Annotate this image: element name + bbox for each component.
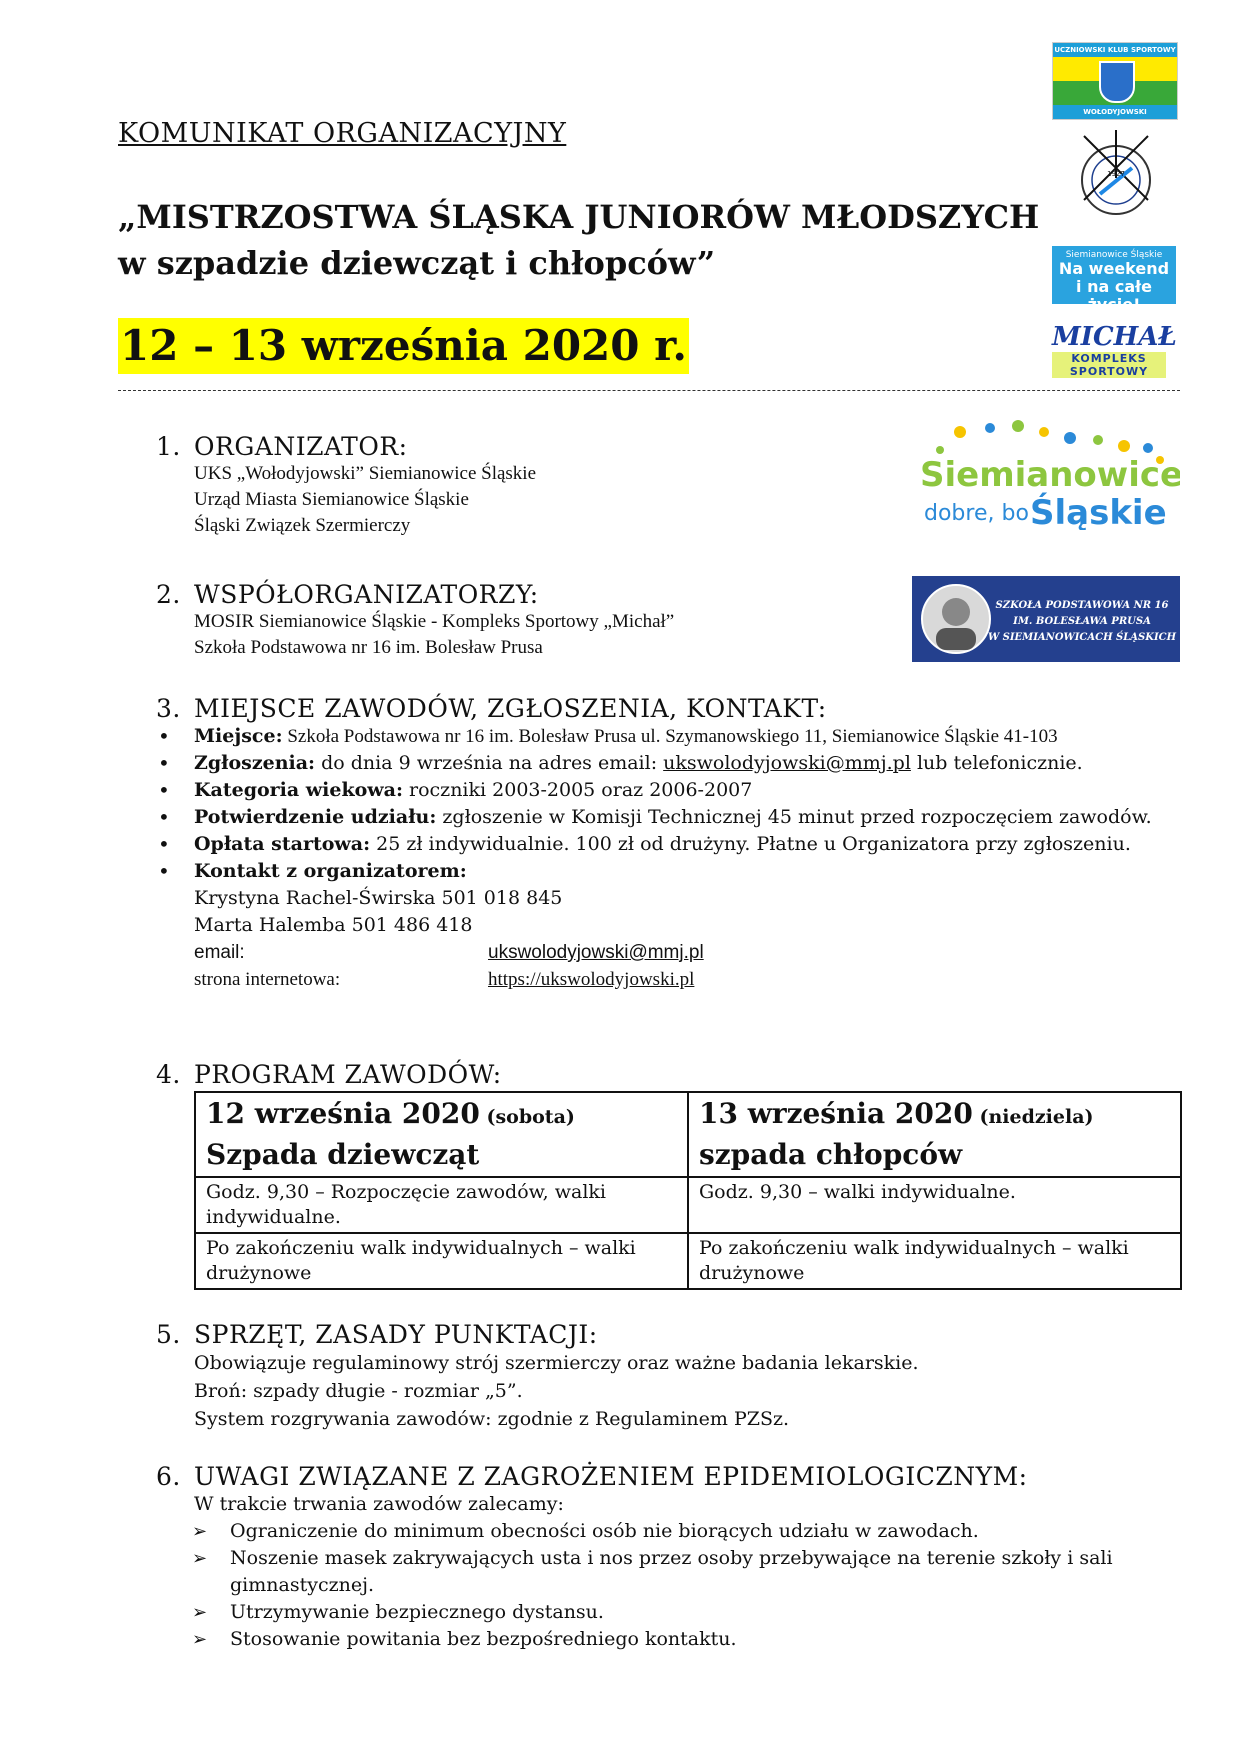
item-label: Kontakt z organizatorem: — [194, 860, 467, 882]
equipment-line: Broń: szpady długie - rozmiar „5”. — [194, 1380, 523, 1402]
contact-www-row — [194, 966, 1186, 993]
item-label: Zgłoszenia: — [194, 752, 316, 774]
section-title: PROGRAM ZAWODÓW: — [194, 1060, 502, 1089]
document-kicker: KOMUNIKAT ORGANIZACYJNY — [118, 118, 567, 149]
szsz-logo — [1070, 128, 1162, 220]
day-title: szpada chłopców — [699, 1138, 963, 1171]
list-item-kategoria — [156, 777, 1186, 804]
contact-person: Krystyna Rachel-Świrska 501 018 845 — [194, 887, 563, 909]
item-value: 25 zł indywidualnie. 100 zł od drużyny. Płatne u Organizatora przy zgłoszeniu. — [370, 833, 1131, 855]
section-heading — [156, 432, 536, 461]
table-cell: Godz. 9,30 – Rozpoczęcie zawodów, walki indywidualne. — [195, 1177, 688, 1233]
section-title: MIEJSCE ZAWODÓW, ZGŁOSZENIA, KONTAKT: — [194, 694, 827, 723]
contact-email-link[interactable]: ukswolodyjowski@mmj.pl — [488, 942, 704, 963]
siem-big-text: Siemianowice — [920, 455, 1180, 495]
email-link[interactable]: ukswolodyjowski@mmj.pl — [663, 752, 911, 774]
equipment-list — [194, 1349, 919, 1433]
day-name: (niedziela) — [972, 1106, 1094, 1128]
section-title: UWAGI ZWIĄZANE Z ZAGROŻENIEM EPIDEMIOLOGICZNYM: — [194, 1462, 1028, 1491]
uks-logo-bottom-text: WOŁODYJOWSKI — [1053, 105, 1177, 119]
table-cell: Godz. 9,30 – walki indywidualne. — [688, 1177, 1181, 1233]
contact-www-label: strona internetowa: — [194, 969, 341, 990]
school-logo-art — [912, 576, 1180, 662]
event-date: 12 – 13 września 2020 r. — [118, 318, 689, 374]
szsz-year: 1927 — [1107, 170, 1125, 178]
day-name: (sobota) — [479, 1106, 575, 1128]
venue-contact-list — [156, 723, 1186, 993]
coorganizer-line: MOSIR Siemianowice Śląskie - Kompleks Sportowy „Michał” — [194, 611, 675, 632]
fencing-emblem-icon — [1070, 128, 1162, 220]
section-heading — [156, 694, 1186, 723]
table-row — [195, 1177, 1181, 1233]
school-line-2: IM. BOLESŁAWA PRUSA — [1013, 616, 1151, 627]
section-heading — [156, 1462, 1186, 1491]
section-number: 5. — [156, 1320, 181, 1349]
equipment-line: Obowiązuje regulaminowy strój szermierczy oraz ważne badania lekarskie. — [194, 1352, 919, 1374]
school-line-1: SZKOŁA PODSTAWOWA NR 16 — [995, 600, 1169, 611]
siemianowice-logo — [910, 420, 1180, 530]
section-venue-contact — [156, 694, 1186, 993]
list-item: ➢ Utrzymywanie bezpiecznego dystansu. — [156, 1599, 1186, 1626]
organizer-line: Urząd Miasta Siemianowice Śląskie — [194, 489, 469, 510]
uks-logo-emblem — [1053, 57, 1177, 105]
day-date: 13 września 2020 — [699, 1097, 973, 1130]
section-heading — [156, 580, 674, 609]
siem-slaskie-text: Śląskie — [1030, 493, 1167, 530]
list-item: ➢ Stosowanie powitania bez bezpośredniego kontaktu. — [156, 1626, 1186, 1653]
contact-person: Marta Halemba 501 486 418 — [194, 914, 473, 936]
table-cell: Po zakończeniu walk indywidualnych – walki drużynowe — [195, 1233, 688, 1289]
section-heading — [156, 1060, 1182, 1089]
michal-logo-title: MICHAŁ — [1052, 322, 1177, 352]
table-cell: Po zakończeniu walk indywidualnych – walki drużynowe — [688, 1233, 1181, 1289]
coorganizer-list — [194, 609, 674, 661]
organizer-line: UKS „Wołodyjowski” Siemianowice Śląskie — [194, 463, 537, 484]
list-item: ➢ Noszenie masek zakrywających usta i nos przez osoby przebywające na terenie szkoły i sali gimnastycznej. — [156, 1545, 1186, 1599]
title-line-1: „MISTRZOSTWA ŚLĄSKA JUNIORÓW MŁODSZYCH — [118, 198, 1040, 236]
michal-logo-k1: KOMPLEKS — [1052, 352, 1166, 365]
title-line-2: w szpadzie dziewcząt i chłopców” — [118, 244, 716, 282]
list-item-miejsce — [156, 723, 1186, 750]
coorganizer-line: Szkoła Podstawowa nr 16 im. Bolesław Prusa — [194, 637, 543, 658]
list-item-kontakt — [156, 858, 1186, 993]
divider — [118, 390, 1180, 391]
uks-wolodyjowski-logo — [1052, 42, 1178, 120]
city-slogan-small: Siemianowice Śląskie — [1065, 250, 1163, 260]
section-organizer — [156, 432, 536, 539]
table-header-cell — [195, 1092, 688, 1177]
section-title: SPRZĘT, ZASADY PUNKTACJI: — [194, 1320, 598, 1349]
shield-icon — [1099, 61, 1135, 103]
section-number: 6. — [156, 1462, 181, 1491]
list-item-oplata — [156, 831, 1186, 858]
uks-logo-top-text: UCZNIOWSKI KLUB SPORTOWY — [1053, 43, 1177, 57]
item-label: Potwierdzenie udziału: — [194, 806, 437, 828]
organizer-line: Śląski Związek Szermierczy — [194, 515, 411, 536]
item-value: zgłoszenie w Komisji Technicznej 45 minut przed rozpoczęciem zawodów. — [436, 806, 1152, 828]
website-link[interactable]: https://ukswolodyjowski.pl — [488, 969, 695, 990]
document-title — [118, 194, 1039, 286]
section-heading — [156, 1320, 919, 1349]
city-slogan-logo — [1052, 246, 1176, 314]
city-slogan-line1: Na weekend — [1058, 259, 1170, 278]
epidemic-intro: W trakcie trwania zawodów zalecamy: — [194, 1493, 564, 1515]
michal-logo — [1052, 322, 1176, 388]
item-value: lub telefonicznie. — [910, 752, 1083, 774]
michal-logo-k2: SPORTOWY — [1052, 365, 1166, 378]
section-number: 3. — [156, 694, 181, 723]
siem-small-text: dobre, bo — [924, 501, 1029, 526]
item-value: do dnia 9 września na adres email: — [315, 752, 664, 774]
section-title: WSPÓŁORGANIZATORZY: — [194, 580, 539, 609]
section-coorganizers — [156, 580, 674, 661]
day-title: Szpada dziewcząt — [206, 1138, 480, 1171]
epidemic-list — [156, 1518, 1186, 1653]
equipment-line: System rozgrywania zawodów: zgodnie z Regulaminem PZSz. — [194, 1408, 790, 1430]
section-title: ORGANIZATOR: — [194, 432, 408, 461]
item-label: Kategoria wiekowa: — [194, 779, 403, 801]
item-value: roczniki 2003-2005 oraz 2006-2007 — [402, 779, 753, 801]
table-header-cell — [688, 1092, 1181, 1177]
contact-email-label: email: — [194, 942, 245, 963]
item-value: Szkoła Podstawowa nr 16 im. Bolesław Prusa ul. Szymanowskiego 11, Siemianowice Śląskie 41-103 — [282, 726, 1058, 747]
organizer-list — [194, 461, 536, 539]
table-row — [195, 1092, 1181, 1177]
table-row — [195, 1233, 1181, 1289]
list-item: ➢ Ograniczenie do minimum obecności osób nie biorących udziału w zawodach. — [156, 1518, 1186, 1545]
section-number: 2. — [156, 580, 181, 609]
section-program — [156, 1060, 1182, 1290]
city-slogan-line2: i na całe życie! — [1076, 277, 1152, 314]
list-item-potwierdzenie — [156, 804, 1186, 831]
section-epidemic — [156, 1462, 1186, 1653]
school-line-3: W SIEMIANOWICACH ŚLĄSKICH — [987, 632, 1177, 643]
siemianowice-logo-art — [910, 420, 1180, 530]
section-number: 4. — [156, 1060, 181, 1089]
list-item-zgloszenia — [156, 750, 1186, 777]
day-date: 12 września 2020 — [206, 1097, 480, 1130]
item-label: Opłata startowa: — [194, 833, 371, 855]
contact-email-row — [194, 939, 1186, 966]
school-logo — [912, 576, 1180, 662]
item-label: Miejsce: — [194, 725, 283, 747]
program-table — [194, 1091, 1182, 1290]
section-number: 1. — [156, 432, 181, 461]
section-equipment — [156, 1320, 919, 1433]
